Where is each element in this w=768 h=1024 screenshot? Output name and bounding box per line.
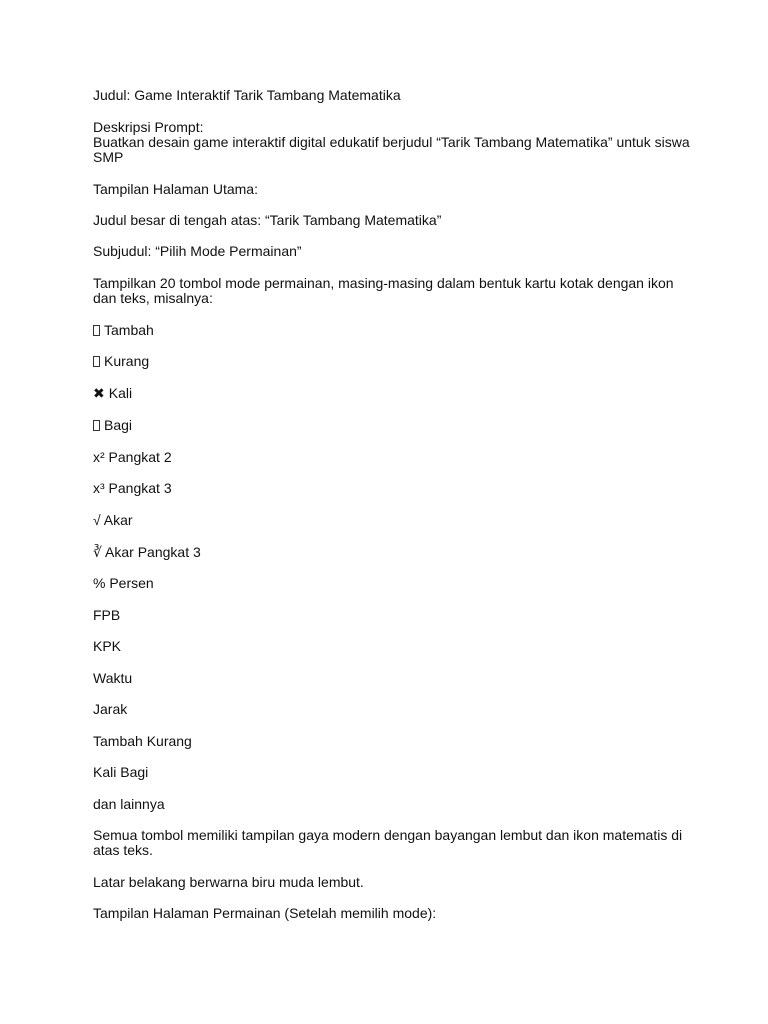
prompt-text-line-2: SMP (93, 149, 124, 165)
mode-item-fpb: FPB (93, 607, 121, 623)
mode-label: Kurang (104, 353, 150, 369)
mode-item-pangkat-2: x² Pangkat 2 (93, 449, 172, 465)
mode-item-tambah-kurang: Tambah Kurang (93, 733, 192, 749)
main-page-heading: Tampilan Halaman Utama: (93, 181, 258, 197)
mode-item-dan-lainnya: dan lainnya (93, 796, 165, 812)
mode-label: Kali (108, 385, 133, 401)
prompt-text-line-1: Buatkan desain game interaktif digital edukatif berjudul “Tarik Tambang Matematika” untuk siswa (93, 134, 690, 150)
mode-item-pangkat-3: x³ Pangkat 3 (93, 480, 172, 496)
mode-label: Bagi (104, 417, 133, 433)
document-title: Judul: Game Interaktif Tarik Tambang Matematika (93, 87, 401, 103)
mode-item-akar-pangkat-3: ∛ Akar Pangkat 3 (93, 544, 201, 560)
buttons-intro-line-1: Tampilkan 20 tombol mode permainan, masing-masing dalam bentuk kartu kotak dengan ikon (93, 275, 674, 291)
mode-label: Tambah (104, 322, 154, 338)
subtitle-line: Subjudul: “Pilih Mode Permainan” (93, 243, 302, 259)
mode-item-kali (93, 386, 693, 401)
mode-item-akar: √ Akar (93, 512, 133, 528)
multiply-icon: ✖ (93, 385, 105, 401)
background-line: Latar belakang berwarna biru muda lembut. (93, 874, 364, 890)
missing-glyph-icon (93, 325, 100, 336)
missing-glyph-icon (93, 420, 100, 431)
mode-item-persen: % Persen (93, 575, 154, 591)
mode-item-kali-bagi: Kali Bagi (93, 764, 149, 780)
buttons-intro-line-2: dan teks, misalnya: (93, 290, 213, 306)
big-title-line: Judul besar di tengah atas: “Tarik Tambang Matematika” (93, 212, 442, 228)
mode-item-kpk: KPK (93, 638, 122, 654)
mode-item-tambah (93, 323, 693, 338)
mode-item-waktu: Waktu (93, 670, 133, 686)
mode-item-bagi (93, 418, 693, 433)
style-line-2: atas teks. (93, 842, 153, 858)
mode-item-jarak: Jarak (93, 701, 128, 717)
mode-item-kurang (93, 354, 693, 369)
missing-glyph-icon (93, 356, 100, 367)
prompt-heading: Deskripsi Prompt: (93, 119, 204, 135)
style-line-1: Semua tombol memiliki tampilan gaya modern dengan bayangan lembut dan ikon matematis di (93, 827, 683, 843)
game-page-heading: Tampilan Halaman Permainan (Setelah memilih mode): (93, 905, 437, 921)
